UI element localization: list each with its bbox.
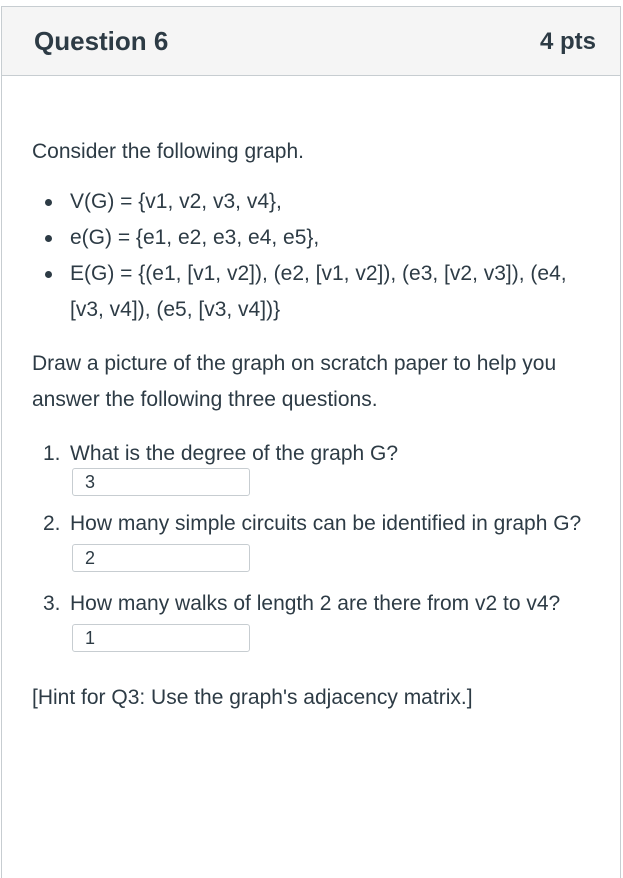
sub-question-text: How many walks of length 2 are there from v2 to v4? [70, 592, 561, 615]
bullet-vertices: V(G) = {v1, v2, v3, v4}, [70, 184, 602, 220]
question-title: Question 6 [34, 25, 169, 56]
question-intro: Consider the following graph. [32, 140, 304, 163]
question-instructions: Draw a picture of the graph on scratch paper to help you answer the following three questions. [32, 352, 557, 411]
bullet-edge-names: e(G) = {e1, e2, e3, e4, e5}, [70, 220, 602, 256]
sub-question-1 [43, 436, 602, 498]
graph-definition-list [32, 184, 602, 328]
question-points: 4 pts [539, 28, 596, 55]
sub-question-list [32, 436, 602, 658]
answer-input-3[interactable]: 1 [72, 624, 250, 652]
sub-question-2 [43, 506, 602, 578]
sub-question-number: 2. [43, 512, 61, 535]
question-hint: [Hint for Q3: Use the graph's adjacency matrix.] [32, 686, 473, 709]
sub-question-text: What is the degree of the graph G? [70, 442, 399, 465]
answer-line [70, 470, 602, 498]
sub-question-text: How many simple circuits can be identified in graph G? [70, 512, 582, 535]
sub-question-number: 1. [43, 442, 61, 465]
question-header [2, 7, 620, 76]
sub-question-3 [43, 586, 602, 658]
sub-question-number: 3. [43, 592, 61, 615]
answer-input-2[interactable]: 2 [72, 544, 250, 572]
bullet-edge-map: E(G) = {(e1, [v1, v2]), (e2, [v1, v2]), (e3, [v2, v3]), (e4, [v3, v4]), (e5, [v3, v4])} [70, 256, 602, 328]
answer-input-1[interactable]: 3 [72, 468, 250, 496]
question-body [32, 134, 602, 716]
